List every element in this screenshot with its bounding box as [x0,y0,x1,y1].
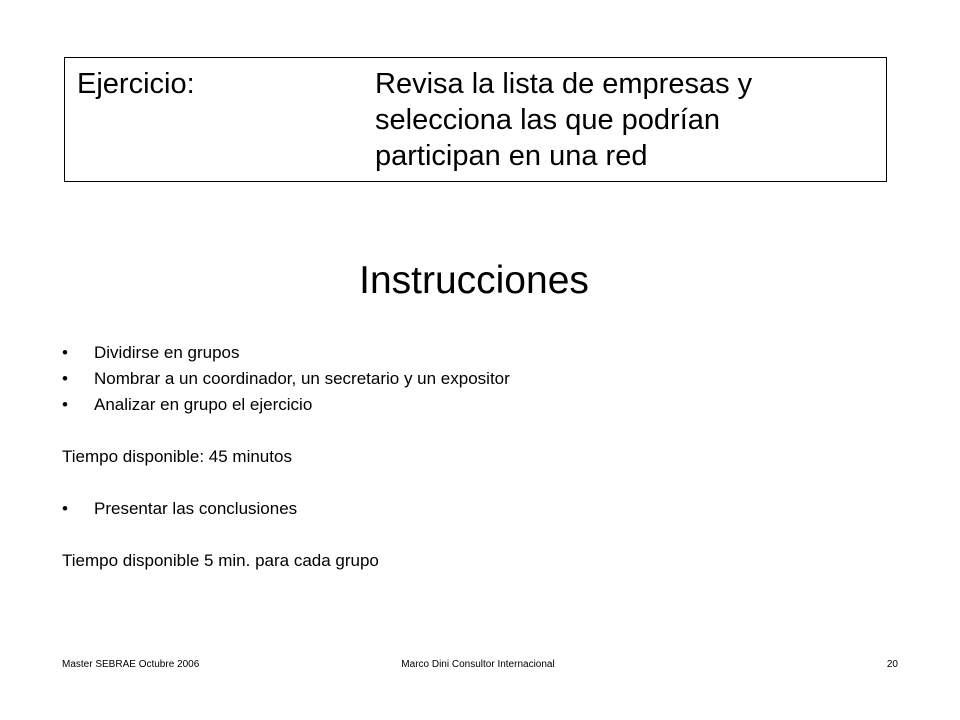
bullet-icon: • [62,499,68,518]
slide-title: Instrucciones [359,259,589,302]
list-item [62,340,902,366]
footer-center-text: Marco Dini Consultor Internacional [401,659,555,670]
list-item [62,496,902,522]
time-available-text: Tiempo disponible: 45 minutos [62,447,292,466]
instructions-list [62,340,902,574]
footer-left-text: Master SEBRAE Octubre 2006 [62,659,200,670]
list-item-text: Analizar en grupo el ejercicio [94,395,313,414]
bullet-icon: • [62,343,68,362]
exercise-line: selecciona las que podrían [375,104,721,136]
list-item [62,392,902,418]
time-per-group-text: Tiempo disponible 5 min. para cada grupo [62,551,379,570]
list-item-text: Presentar las conclusiones [94,499,298,518]
list-item-text: Nombrar a un coordinador, un secretario y un expositor [94,369,510,388]
bullet-icon: • [62,395,68,414]
exercise-line: Revisa la lista de empresas y [375,68,753,100]
exercise-description [375,66,875,174]
exercise-label: Ejercicio: [77,68,195,100]
exercise-box [64,57,887,182]
page-number: 20 [886,659,898,670]
bullet-icon: • [62,369,68,388]
list-item-text: Dividirse en grupos [94,343,240,362]
list-item [62,366,902,392]
exercise-line: participan en una red [375,140,648,172]
